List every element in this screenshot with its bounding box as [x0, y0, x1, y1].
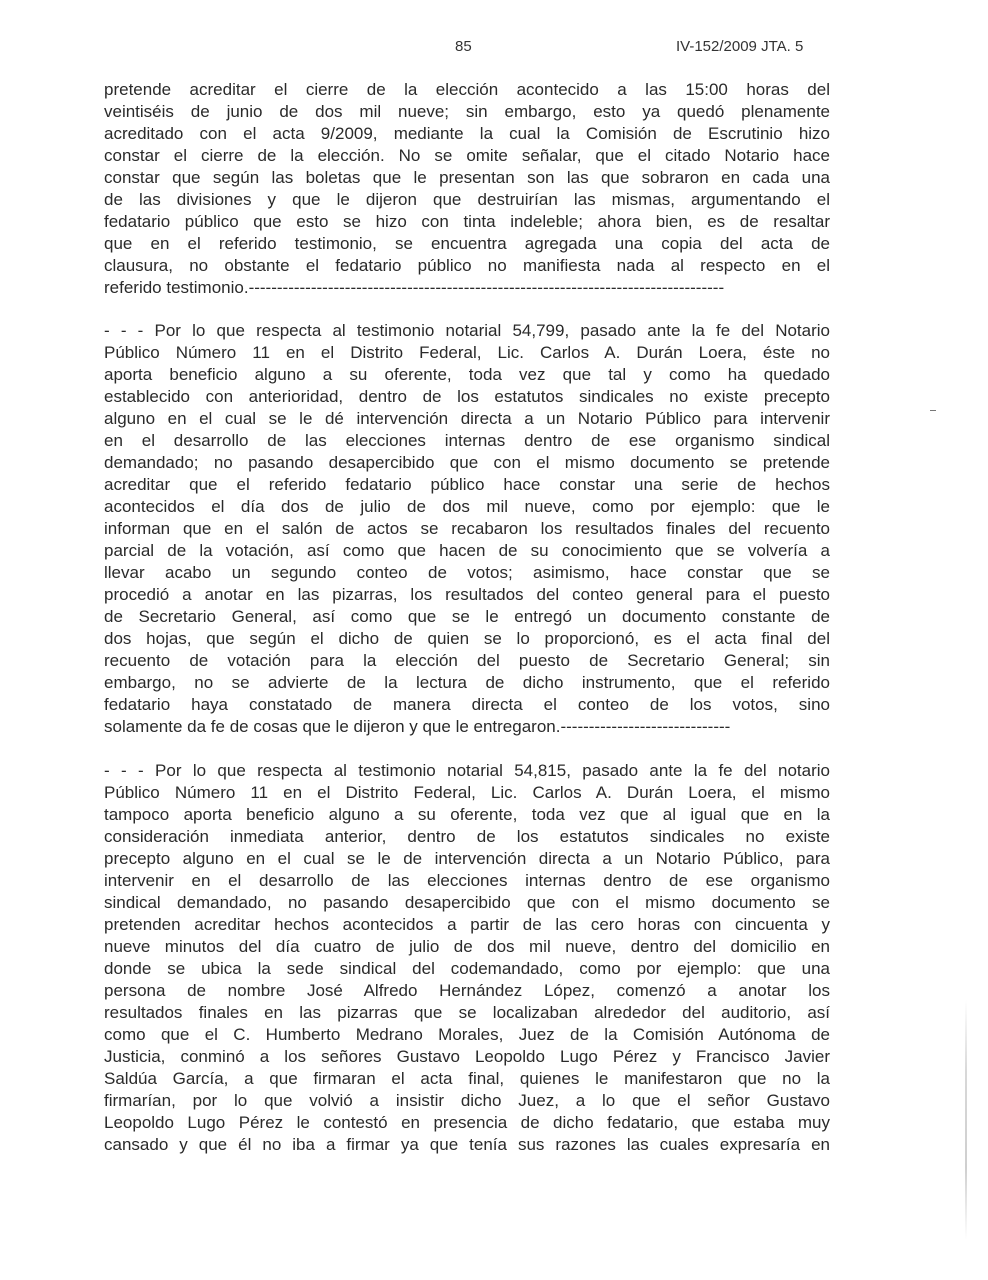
paragraph-line: persona de nombre José Alfredo Hernández López, comenzó a anotar los	[104, 981, 830, 1000]
paragraph-line: fedatario público que esto se hizo con tinta indeleble; ahora bien, es de resaltar	[104, 212, 830, 231]
paragraph-line: resultados finales en las pizarras que se localizaban alrededor del auditorio, así	[104, 1003, 830, 1022]
paragraph-line: acreditado con el acta 9/2009, mediante la cual la Comisión de Escrutinio hizo	[104, 124, 830, 143]
paragraph-line: acontecidos el día dos de julio de dos mil nueve, como por ejemplo: que le	[104, 497, 830, 516]
paragraph-line: donde se ubica la sede sindical del codemandado, como por ejemplo: que una	[104, 959, 830, 978]
paragraph-line: llevar acabo un segundo conteo de votos; asimismo, hace constar que se	[104, 563, 830, 582]
paragraph-line: de Secretario General, así como que se le entregó un documento constante de	[104, 607, 830, 626]
paragraph-line: Público Número 11 en el Distrito Federal, Lic. Carlos A. Durán Loera, el mismo	[104, 783, 830, 802]
paragraph-line: Justicia, conminó a los señores Gustavo Leopoldo Lugo Pérez y Francisco Javier	[104, 1047, 830, 1066]
paragraph-line: parcial de la votación, así como que hacen de su conocimiento que se volvería a	[104, 541, 830, 560]
paragraph-line: tampoco aporta beneficio alguno a su oferente, toda vez que al igual que en la	[104, 805, 830, 824]
paragraph-line: nueve minutos del día cuatro de julio de dos mil nueve, dentro del domicilio en	[104, 937, 830, 956]
paragraph-line: cansado y que él no iba a firmar ya que tenía sus razones las cuales expresaría en	[104, 1135, 830, 1154]
paragraph-line: intervenir en el desarrollo de las elecciones internas dentro de ese organismo	[104, 871, 830, 890]
paragraph-line: fedatario haya constatado de manera directa el conteo de los votos, sino	[104, 695, 830, 714]
paragraph-line: solamente da fe de cosas que le dijeron y que le entregaron.------------------------------	[104, 717, 731, 736]
page-number: 85	[455, 38, 472, 55]
scan-mark	[930, 410, 936, 411]
paragraph-line: - - - Por lo que respecta al testimonio notarial 54,815, pasado ante la fe del notario	[104, 761, 830, 780]
paragraph-line: - - - Por lo que respecta al testimonio notarial 54,799, pasado ante la fe del Notario	[104, 321, 830, 340]
paragraph-line: dos hojas, que según el dicho de quien se lo proporcionó, es el acta final del	[104, 629, 830, 648]
paragraph-1	[104, 79, 830, 299]
paragraph-line: constar que según las boletas que le presentan son las que sobraron en cada una	[104, 168, 830, 187]
paragraph-line: consideración inmediata anterior, dentro de los estatutos sindicales no existe	[104, 827, 830, 846]
scan-edge-shadow	[965, 1000, 967, 1240]
paragraph-line: embargo, no se advierte de la lectura de dicho instrumento, que el referido	[104, 673, 830, 692]
paragraph-line: acreditar que el referido fedatario público hace constar una serie de hechos	[104, 475, 830, 494]
paragraph-line: Leopoldo Lugo Pérez le contestó en presencia de dicho fedatario, que estaba muy	[104, 1113, 830, 1132]
paragraph-line: referido testimonio.------------------------------------------------------------------------------------	[104, 278, 725, 297]
paragraph-line: Saldúa García, a que firmaran el acta final, quienes le manifestaron que no la	[104, 1069, 830, 1088]
paragraph-line: firmarían, por lo que volvió a insistir dicho Juez, a lo que el señor Gustavo	[104, 1091, 830, 1110]
paragraph-line: veintiséis de junio de dos mil nueve; sin embargo, esto ya quedó plenamente	[104, 102, 830, 121]
paragraph-line: demandado; no pasando desapercibido que con el mismo documento se pretende	[104, 453, 830, 472]
paragraph-line: en el desarrollo de las elecciones internas dentro de ese organismo sindical	[104, 431, 830, 450]
paragraph-line: aporta beneficio alguno a su oferente, toda vez que tal y como ha quedado	[104, 365, 830, 384]
paragraph-line: precepto alguno en el cual se le de intervención directa a un Notario Público, para	[104, 849, 830, 868]
paragraph-3	[104, 760, 830, 1156]
paragraph-2	[104, 320, 830, 738]
paragraph-line: pretende acreditar el cierre de la elección acontecido a las 15:00 horas del	[104, 80, 830, 99]
paragraph-line: de las divisiones y que le dijeron que destruirían las mismas, argumentando el	[104, 190, 830, 209]
paragraph-line: recuento de votación para la elección del puesto de Secretario General; sin	[104, 651, 830, 670]
paragraph-line: que en el referido testimonio, se encuentra agregada una copia del acta de	[104, 234, 830, 253]
paragraph-line: informan que en el salón de actos se recabaron los resultados finales del recuento	[104, 519, 830, 538]
paragraph-line: alguno en el cual se le dé intervención directa a un Notario Público para intervenir	[104, 409, 830, 428]
paragraph-line: procedió a anotar en las pizarras, los resultados del conteo general para el puesto	[104, 585, 830, 604]
paragraph-line: constar el cierre de la elección. No se omite señalar, que el citado Notario hace	[104, 146, 830, 165]
paragraph-line: clausura, no obstante el fedatario público no manifiesta nada al respecto en el	[104, 256, 830, 275]
paragraph-line: como que el C. Humberto Medrano Morales, Juez de la Comisión Autónoma de	[104, 1025, 830, 1044]
file-reference: IV-152/2009 JTA. 5	[676, 38, 804, 55]
paragraph-line: sindical demandado, no pasando desapercibido que con el mismo documento se	[104, 893, 830, 912]
paragraph-line: pretenden acreditar hechos acontecidos a partir de las cero horas con cincuenta y	[104, 915, 830, 934]
paragraph-line: establecido con anterioridad, dentro de los estatutos sindicales no existe precepto	[104, 387, 830, 406]
paragraph-line: Público Número 11 en el Distrito Federal, Lic. Carlos A. Durán Loera, éste no	[104, 343, 830, 362]
